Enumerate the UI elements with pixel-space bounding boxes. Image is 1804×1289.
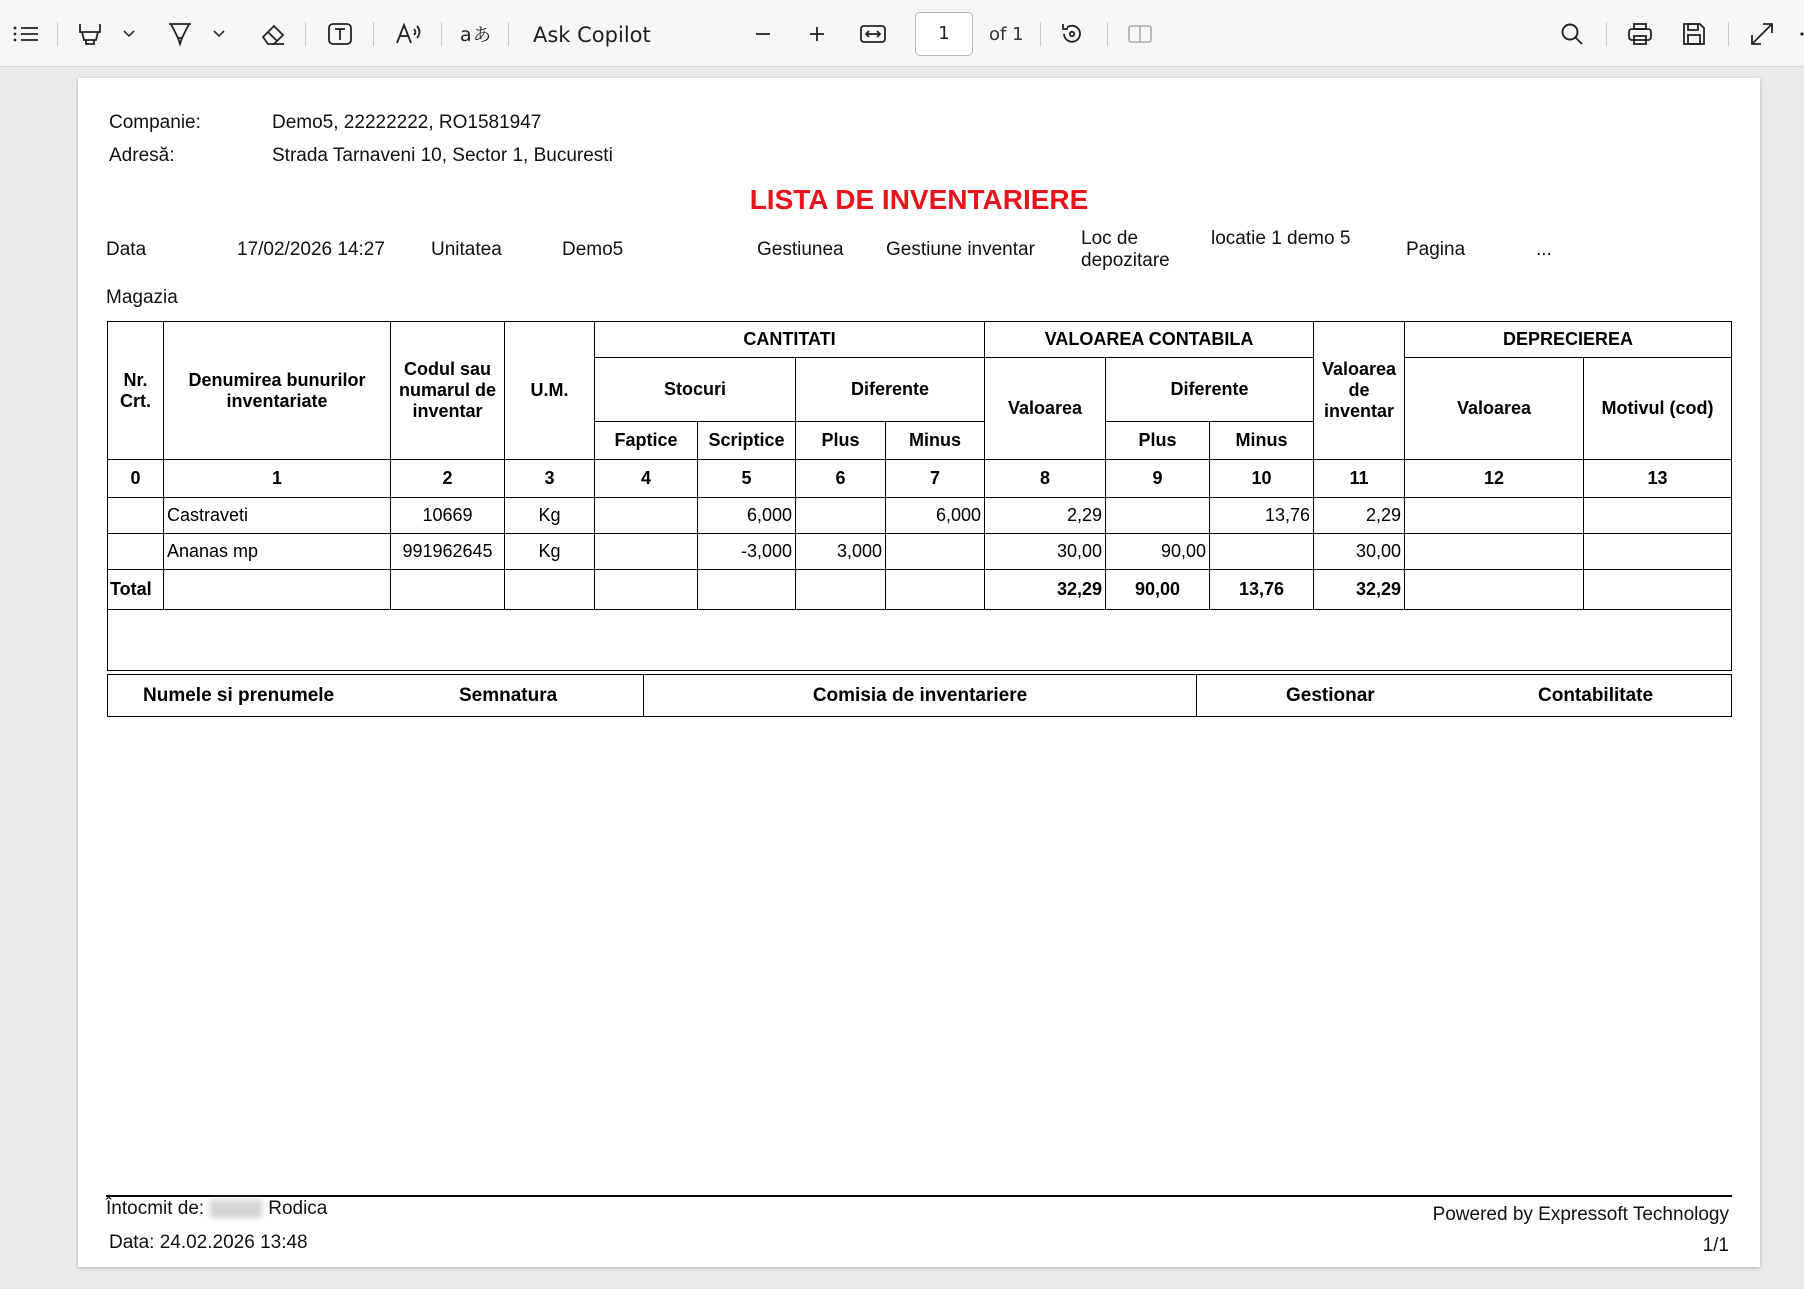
svg-text:あ: あ xyxy=(473,24,491,46)
fit-to-width-icon[interactable] xyxy=(856,0,890,67)
gestiunea-label: Gestiunea xyxy=(757,239,844,260)
header-plus: Plus xyxy=(796,422,886,460)
save-icon[interactable] xyxy=(1678,0,1710,67)
cell-scriptice: -3,000 xyxy=(698,534,796,570)
cell-valoare-inventar: 2,29 xyxy=(1314,498,1405,534)
cell-plus xyxy=(796,498,886,534)
print-icon[interactable] xyxy=(1624,0,1656,67)
col-number: 9 xyxy=(1106,460,1210,498)
read-aloud-icon[interactable] xyxy=(392,0,426,67)
loc-label-line2: depozitare xyxy=(1081,250,1170,271)
zoom-out-icon[interactable] xyxy=(748,0,778,67)
numele-label: Numele si prenumele xyxy=(143,685,335,706)
inventory-table xyxy=(107,321,1732,671)
total-valoarea: 32,29 xyxy=(985,570,1106,610)
draw-chevron-down-icon[interactable] xyxy=(209,0,229,67)
cell-denumire: Ananas mp xyxy=(164,534,391,570)
intocmit-name: Rodica xyxy=(268,1198,328,1219)
col-number: 0 xyxy=(108,460,164,498)
toolbar-separator xyxy=(1606,22,1607,46)
header-valoare-minus: Minus xyxy=(1210,422,1314,460)
cell-motivul xyxy=(1584,534,1732,570)
loc-value: locatie 1 demo 5 xyxy=(1211,228,1351,249)
redacted-name xyxy=(210,1200,262,1218)
cell-denumire: Castraveti xyxy=(164,498,391,534)
header-diferente-valoare: Diferente xyxy=(1106,358,1314,422)
company-label: Companie: xyxy=(109,112,201,133)
cell-plus: 3,000 xyxy=(796,534,886,570)
col-number: 8 xyxy=(985,460,1106,498)
ask-copilot-button[interactable]: Ask Copilot xyxy=(533,23,651,47)
header-minus: Minus xyxy=(886,422,985,460)
more-icon[interactable] xyxy=(1794,0,1804,67)
cell-faptice xyxy=(595,534,698,570)
header-scriptice: Scriptice xyxy=(698,422,796,460)
total-label: Total xyxy=(108,570,164,610)
total-valoare-minus: 13,76 xyxy=(1210,570,1314,610)
col-number: 4 xyxy=(595,460,698,498)
company-value: Demo5, 22222222, RO1581947 xyxy=(272,112,542,133)
semnatura-label: Semnatura xyxy=(459,685,558,706)
cell-cod: 991962645 xyxy=(391,534,505,570)
address-label: Adresă: xyxy=(109,145,175,166)
toolbar-separator xyxy=(441,22,442,46)
data-label: Data xyxy=(106,239,147,260)
toolbar-separator xyxy=(373,22,374,46)
footer-rule xyxy=(106,1195,1732,1197)
toolbar-separator xyxy=(1040,22,1041,46)
header-depreciere-valoarea: Valoarea xyxy=(1405,358,1584,460)
header-motivul: Motivul (cod) xyxy=(1584,358,1732,460)
cell-minus xyxy=(886,534,985,570)
data-value: 17/02/2026 14:27 xyxy=(237,239,385,260)
cell-valoare-minus xyxy=(1210,534,1314,570)
rotate-icon[interactable] xyxy=(1056,0,1088,67)
document-title: LISTA DE INVENTARIERE xyxy=(749,184,1089,215)
cell-cod: 10669 xyxy=(391,498,505,534)
zoom-in-icon[interactable] xyxy=(802,0,832,67)
spacer-row xyxy=(108,610,1732,671)
intocmit-line xyxy=(106,1198,327,1220)
toolbar-separator xyxy=(1107,22,1108,46)
toolbar-separator xyxy=(57,22,58,46)
cell-depreciere-valoarea xyxy=(1405,534,1584,570)
intocmit-label: Întocmit de: xyxy=(106,1198,205,1219)
cell-valoare-plus: 90,00 xyxy=(1106,534,1210,570)
toolbar-separator xyxy=(1728,22,1729,46)
cell-scriptice: 6,000 xyxy=(698,498,796,534)
cell-valoarea: 30,00 xyxy=(985,534,1106,570)
draw-pen-icon[interactable] xyxy=(164,0,196,67)
cell-valoare-plus xyxy=(1106,498,1210,534)
gestionar-label: Gestionar xyxy=(1286,685,1375,706)
expand-icon[interactable] xyxy=(1746,0,1778,67)
gestiunea-value: Gestiune inventar xyxy=(886,239,1035,260)
two-page-view-icon[interactable] xyxy=(1124,0,1156,67)
header-deprecierea: DEPRECIEREA xyxy=(1405,322,1732,358)
column-number-row xyxy=(108,460,1732,498)
col-number: 12 xyxy=(1405,460,1584,498)
pagina-label: Pagina xyxy=(1406,239,1466,260)
data-generated: Data: 24.02.2026 13:48 xyxy=(109,1232,308,1253)
page-count: 1/1 xyxy=(1702,1235,1729,1256)
table-row xyxy=(108,498,1732,534)
header-cod: Codul sau numarul de inventar xyxy=(391,322,505,460)
magazia-label: Magazia xyxy=(106,287,178,308)
col-number: 6 xyxy=(796,460,886,498)
page-total-label: of 1 xyxy=(989,24,1024,45)
cell-depreciere-valoarea xyxy=(1405,498,1584,534)
comisia-label: Comisia de inventariere xyxy=(644,675,1197,717)
header-denumire: Denumirea bunurilor inventariate xyxy=(164,322,391,460)
header-valoare-plus: Plus xyxy=(1106,422,1210,460)
col-number: 3 xyxy=(505,460,595,498)
page-number-input[interactable]: 1 xyxy=(915,12,973,56)
pdf-toolbar xyxy=(0,0,1804,67)
total-valoare-plus: 90,00 xyxy=(1106,570,1210,610)
table-row xyxy=(108,534,1732,570)
cell-nr xyxy=(108,534,164,570)
col-number: 7 xyxy=(886,460,985,498)
powered-by: Powered by Expressoft Technology xyxy=(1432,1204,1729,1225)
header-nr: Nr. Crt. xyxy=(108,322,164,460)
cell-valoare-inventar: 30,00 xyxy=(1314,534,1405,570)
cell-motivul xyxy=(1584,498,1732,534)
col-number: 5 xyxy=(698,460,796,498)
contents-list-icon[interactable] xyxy=(10,0,42,67)
highlighter-icon[interactable] xyxy=(74,0,106,67)
header-valoarea-contabila: VALOAREA CONTABILA xyxy=(985,322,1314,358)
svg-text:a: a xyxy=(460,23,472,46)
header-valoarea: Valoarea xyxy=(985,358,1106,460)
highlighter-chevron-down-icon[interactable] xyxy=(119,0,139,67)
signature-table xyxy=(107,674,1732,717)
translate-icon[interactable] xyxy=(458,0,492,67)
cell-valoare-minus: 13,76 xyxy=(1210,498,1314,534)
cell-minus: 6,000 xyxy=(886,498,985,534)
header-faptice: Faptice xyxy=(595,422,698,460)
cell-valoarea: 2,29 xyxy=(985,498,1106,534)
header-um: U.M. xyxy=(505,322,595,460)
col-number: 13 xyxy=(1584,460,1732,498)
cell-um: Kg xyxy=(505,498,595,534)
header-stocuri: Stocuri xyxy=(595,358,796,422)
search-icon[interactable] xyxy=(1556,0,1588,67)
address-value: Strada Tarnaveni 10, Sector 1, Bucuresti xyxy=(272,145,613,166)
pagina-value: ... xyxy=(1536,239,1552,260)
cell-nr xyxy=(108,498,164,534)
cell-um: Kg xyxy=(505,534,595,570)
unitatea-label: Unitatea xyxy=(431,239,502,260)
col-number: 11 xyxy=(1314,460,1405,498)
unitatea-value: Demo5 xyxy=(562,239,624,260)
cell-faptice xyxy=(595,498,698,534)
text-box-icon[interactable] xyxy=(324,0,356,67)
loc-label-line1: Loc de xyxy=(1081,228,1139,249)
col-number: 2 xyxy=(391,460,505,498)
total-valoare-inventar: 32,29 xyxy=(1314,570,1405,610)
col-number: 10 xyxy=(1210,460,1314,498)
col-number: 1 xyxy=(164,460,391,498)
toolbar-separator xyxy=(305,22,306,46)
eraser-icon[interactable] xyxy=(257,0,289,67)
contabilitate-label: Contabilitate xyxy=(1538,685,1654,706)
pdf-page xyxy=(78,78,1760,1267)
header-cantitati: CANTITATI xyxy=(595,322,985,358)
header-diferente: Diferente xyxy=(796,358,985,422)
header-valoarea-inventar: Valoarea de inventar xyxy=(1314,322,1405,460)
total-row xyxy=(108,570,1732,610)
toolbar-separator xyxy=(508,22,509,46)
